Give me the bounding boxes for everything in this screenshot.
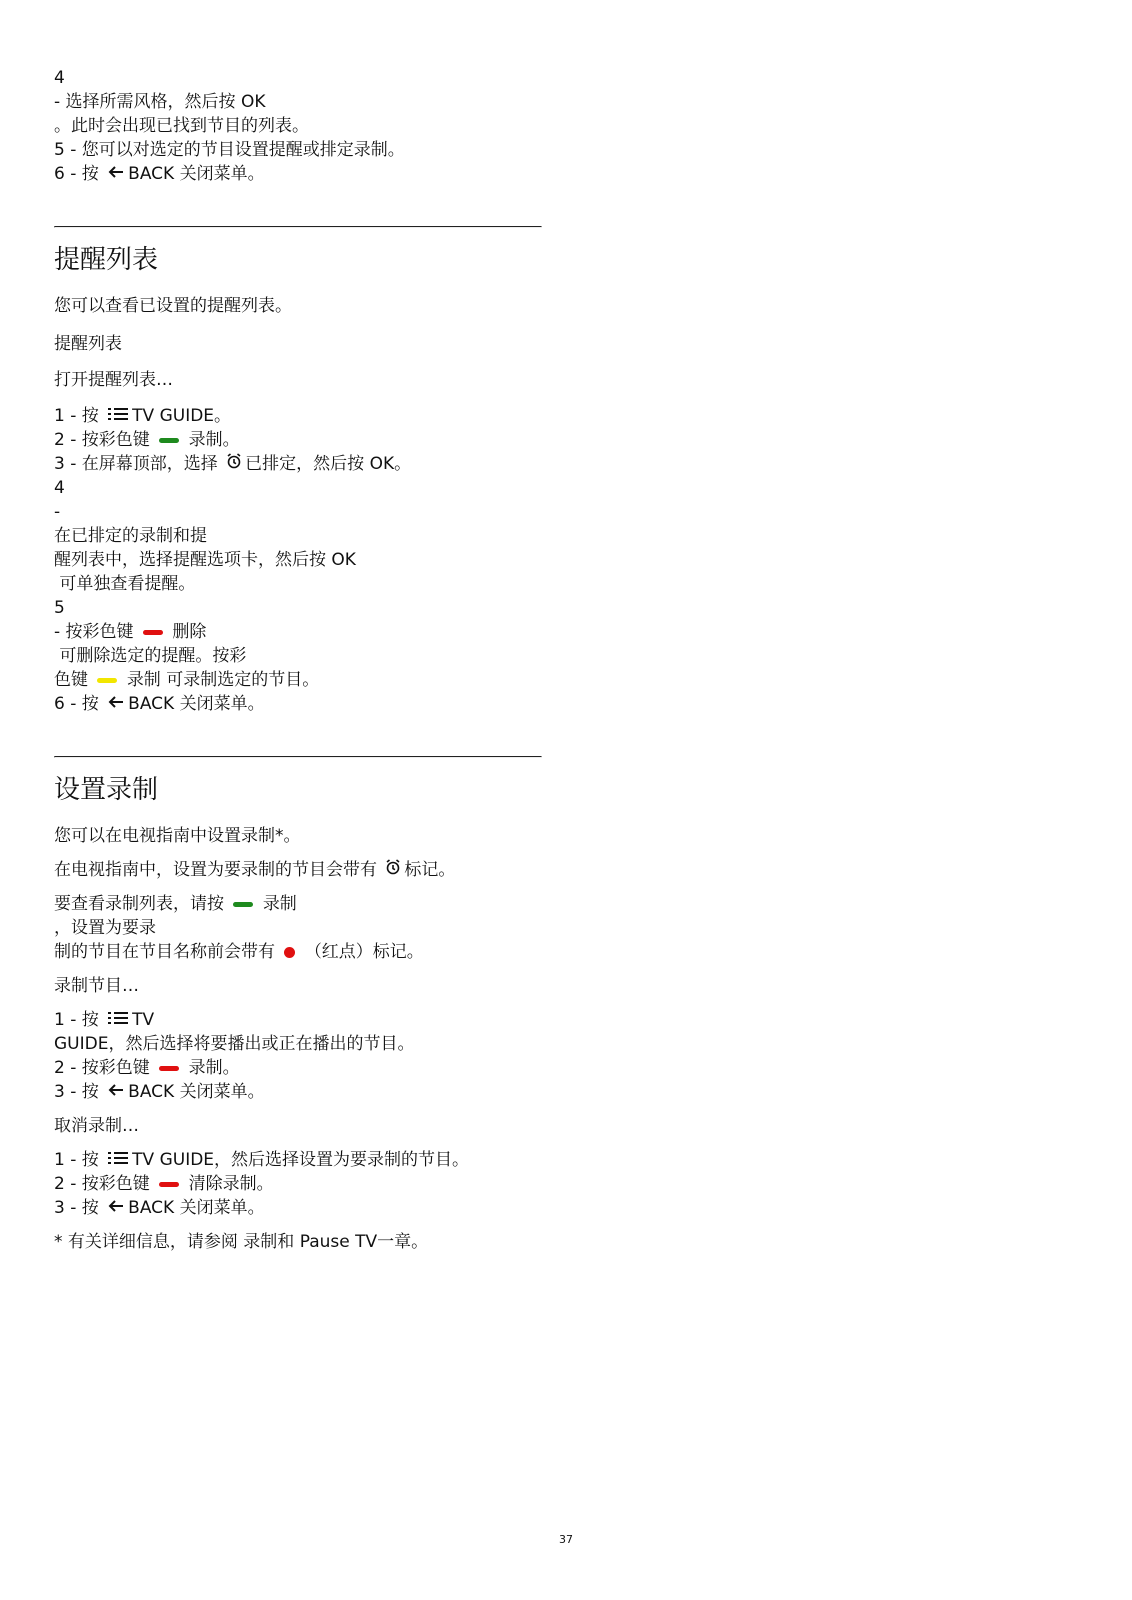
reminder-step-4-number: 4 bbox=[54, 478, 65, 498]
step-prefix: 1 - 按 bbox=[54, 406, 99, 426]
alarm-clock-icon bbox=[226, 452, 242, 476]
red-dot-icon bbox=[284, 947, 295, 958]
reminder-step-4-text-c: 可单独查看提醒。 bbox=[54, 574, 196, 594]
step-prefix: 2 - 按彩色键 bbox=[54, 430, 150, 450]
arrow-left-icon bbox=[107, 162, 125, 186]
step-4-continuation: 。此时会出现已找到节目的列表。 bbox=[54, 116, 309, 136]
reminder-step-6 bbox=[54, 692, 540, 716]
step-text: BACK 关闭菜单。 bbox=[128, 694, 265, 714]
record-step-2 bbox=[54, 1056, 540, 1080]
document-column bbox=[54, 66, 540, 1254]
reminder-step-5-line-a bbox=[54, 620, 540, 644]
recording-list-line-c bbox=[54, 940, 540, 964]
step-5-text: 5 - 您可以对选定的节目设置提醒或排定录制。 bbox=[54, 140, 405, 160]
step-prefix: 1 - 按 bbox=[54, 1150, 99, 1170]
cancel-recording-heading: 取消录制… bbox=[54, 1116, 139, 1136]
green-key-icon bbox=[233, 902, 253, 907]
step-text: 已排定，然后按 OK。 bbox=[245, 454, 412, 474]
page-number: 37 bbox=[559, 1533, 573, 1546]
step-text: 清除录制。 bbox=[188, 1174, 274, 1194]
arrow-left-icon bbox=[107, 692, 125, 716]
alarm-clock-icon bbox=[385, 858, 401, 882]
line-prefix: 要查看录制列表，请按 bbox=[54, 894, 224, 914]
step-text: 录制。 bbox=[188, 1058, 240, 1078]
reminder-step-4-dash: - bbox=[54, 502, 61, 522]
step-6-line bbox=[54, 162, 540, 186]
step-text: BACK 关闭菜单。 bbox=[128, 1082, 265, 1102]
step-text: 录制 可录制选定的节目。 bbox=[126, 670, 320, 690]
step-4-text: - 选择所需风格，然后按 OK bbox=[54, 92, 266, 112]
step-text: TV GUIDE。 bbox=[132, 406, 232, 426]
red-key-icon bbox=[143, 630, 163, 635]
arrow-left-icon bbox=[107, 1196, 125, 1220]
recording-intro: 您可以在电视指南中设置录制*。 bbox=[54, 826, 301, 846]
cancel-step-1 bbox=[54, 1148, 540, 1172]
green-key-icon bbox=[159, 438, 179, 443]
step-prefix: - 按彩色键 bbox=[54, 622, 134, 642]
section-title-reminder-list: 提醒列表 bbox=[54, 245, 159, 275]
line-prefix: 制的节目在节目名称前会带有 bbox=[54, 942, 275, 962]
tv-guide-list-icon bbox=[107, 404, 129, 428]
record-program-heading: 录制节目… bbox=[54, 976, 139, 996]
recording-list-line-a bbox=[54, 892, 540, 916]
reminder-step-5-line-c bbox=[54, 668, 540, 692]
step-text: TV bbox=[132, 1010, 155, 1030]
cancel-step-3 bbox=[54, 1196, 540, 1220]
tv-guide-list-icon bbox=[107, 1008, 129, 1032]
section-title-set-recording: 设置录制 bbox=[54, 775, 159, 805]
step-text: TV GUIDE，然后选择设置为要录制的节目。 bbox=[132, 1150, 470, 1170]
step-prefix: 色键 bbox=[54, 670, 88, 690]
step-4-number: 4 bbox=[54, 68, 65, 88]
arrow-left-icon bbox=[107, 1080, 125, 1104]
reminder-step-5-line-b: 可删除选定的提醒。按彩 bbox=[54, 646, 247, 666]
intro-steps bbox=[54, 66, 540, 186]
recording-mark-note bbox=[54, 858, 540, 882]
red-key-icon bbox=[159, 1066, 179, 1071]
reminder-step-4-text-b: 醒列表中，选择提醒选项卡，然后按 OK bbox=[54, 550, 356, 570]
reminder-step-3 bbox=[54, 452, 540, 476]
reminder-step-5-number: 5 bbox=[54, 598, 65, 618]
reminder-step-1 bbox=[54, 404, 540, 428]
tv-guide-list-icon bbox=[107, 1148, 129, 1172]
note-prefix: 在电视指南中，设置为要录制的节目会带有 bbox=[54, 860, 377, 880]
step-prefix: 6 - 按 bbox=[54, 694, 99, 714]
recording-list-line-b: ，设置为要录 bbox=[54, 918, 156, 938]
step-text: BACK 关闭菜单。 bbox=[128, 1198, 265, 1218]
cancel-step-2 bbox=[54, 1172, 540, 1196]
reminder-intro: 您可以查看已设置的提醒列表。 bbox=[54, 296, 292, 316]
step-prefix: 3 - 按 bbox=[54, 1082, 99, 1102]
step-prefix: 3 - 按 bbox=[54, 1198, 99, 1218]
step-prefix: 3 - 在屏幕顶部，选择 bbox=[54, 454, 218, 474]
line-suffix: 录制 bbox=[262, 894, 297, 914]
footnote: * 有关详细信息，请参阅 录制和 Pause TV一章。 bbox=[54, 1232, 429, 1252]
reminder-subheading: 提醒列表 bbox=[54, 334, 122, 354]
step-6-prefix: 6 - 按 bbox=[54, 164, 99, 184]
open-reminder-list-heading: 打开提醒列表… bbox=[54, 370, 173, 390]
step-prefix: 1 - 按 bbox=[54, 1010, 99, 1030]
red-key-icon bbox=[159, 1182, 179, 1187]
note-suffix: 标记。 bbox=[404, 860, 456, 880]
line-suffix: （红点）标记。 bbox=[304, 942, 424, 962]
step-prefix: 2 - 按彩色键 bbox=[54, 1174, 150, 1194]
record-step-3 bbox=[54, 1080, 540, 1104]
step-text: 删除 bbox=[172, 622, 207, 642]
reminder-step-4-text-a: 在已排定的录制和提 bbox=[54, 526, 207, 546]
record-step-1 bbox=[54, 1008, 540, 1032]
step-prefix: 2 - 按彩色键 bbox=[54, 1058, 150, 1078]
yellow-key-icon bbox=[97, 678, 117, 683]
record-step-1-continuation: GUIDE，然后选择将要播出或正在播出的节目。 bbox=[54, 1034, 415, 1054]
step-text: 录制。 bbox=[188, 430, 240, 450]
step-6-suffix: BACK 关闭菜单。 bbox=[128, 164, 265, 184]
reminder-step-2 bbox=[54, 428, 540, 452]
